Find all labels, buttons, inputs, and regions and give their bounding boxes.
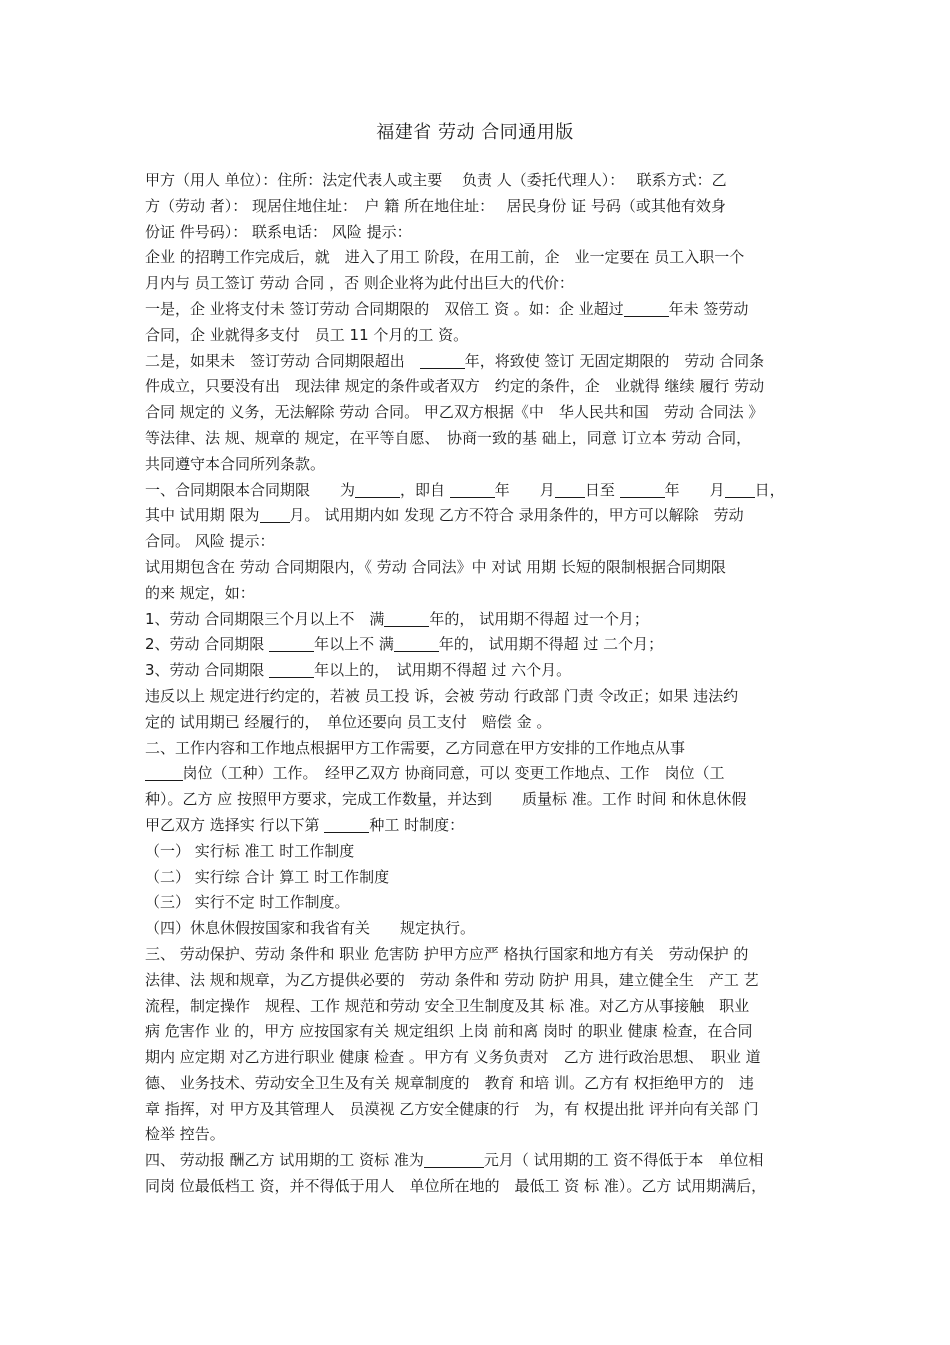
fill-in-blank: [450, 480, 495, 498]
fill-in-blank: [420, 351, 465, 369]
document-line: 甲乙双方 选择实 行以下第 种工 时制度：: [145, 815, 465, 834]
document-line: 月内与 员工签订 劳动 合同 ，否 则企业将为此付出巨大的代价：: [145, 274, 574, 293]
fill-in-blank: [624, 299, 669, 317]
fill-in-blank: [620, 480, 665, 498]
fill-in-blank: [145, 763, 183, 781]
document-line: 同岗 位最低档工 资，并不得低于用人 单位所在地的 最低工 资 标 准）。乙方 试用期满后，: [145, 1177, 767, 1196]
document-line: 病 危害作 业 的，甲方 应按国家有关 规定组织 上岗 前和离 岗时 的职业 健康 检查，在合同: [145, 1022, 753, 1041]
document-line: 法律、法 规和规章，为乙方提供必要的 劳动 条件和 劳动 防护 用具，建立健全生 产工 艺: [145, 970, 759, 989]
document-line: 违反以上 规定进行约定的，若被 员工投 诉，会被 劳动 行政部 门责 令改正；如果 违法约: [145, 686, 739, 705]
document-line: 份证 件号码）： 联系电话： 风险 提示：: [145, 222, 412, 241]
document-line: 试用期包含在 劳动 合同期限内，《 劳动 合同法》中 对试 用期 长短的限制根据合同期限: [145, 557, 726, 576]
document-line: （二） 实行综 合计 算工 时工作制度: [145, 867, 390, 886]
document-line: 流程，制定操作 规程、工作 规范和劳动 安全卫生制度及其 标 准。对乙方从事接触 职业: [145, 996, 750, 1015]
document-line: 合同，企 业就得多支付 员工 11 个月的工 资。: [145, 325, 469, 344]
document-line: 三、 劳动保护、劳动 条件和 职业 危害防 护甲方应严 格执行国家和地方有关 劳动保护 的: [145, 944, 749, 963]
document-line: 2、劳动 合同期限 年以上不 满 年的， 试用期不得超 过 二个月；: [145, 635, 664, 654]
document-line: 岗位（工种）工作。 经甲乙双方 协商同意，可以 变更工作地点、工作 岗位（工: [145, 761, 815, 787]
document-line: 企业 的招聘工作完成后，就 进入了用工 阶段，在用工前，企 业一定要在 员工入职一个: [145, 248, 745, 267]
fill-in-blank: [324, 815, 369, 833]
document-line: 期内 应定期 对乙方进行职业 健康 检查 。甲方有 义务负责对 乙方 进行政治思想、 职业 道: [145, 1048, 761, 1067]
document-line: （四）休息休假按国家和我省有关 规定执行。: [145, 919, 476, 938]
document-line: 合同 规定的 义务，无法解除 劳动 合同。 甲乙双方根据《中 华人民共和国 劳动 合同法 》: [145, 403, 764, 422]
fill-in-blank: [384, 609, 429, 627]
document-line: 种）。乙方 应 按照甲方要求，完成工作数量，并达到 质量标 准。工作 时间 和休息休假: [145, 790, 747, 809]
fill-in-blank: [394, 634, 439, 652]
document-line: 二、工作内容和工作地点根据甲方工作需要，乙方同意在甲方安排的工作地点从事: [145, 738, 686, 757]
document-line: 定的 试用期已 经履行的， 单位还要向 员工支付 赔偿 金 。: [145, 712, 552, 731]
fill-in-blank: [269, 660, 314, 678]
document-line: 四、 劳动报 酬乙方 试用期的工 资标 准为 元月（ 试用期的工 资不得低于本 单位相: [145, 1151, 764, 1170]
document-line: 一是，企 业将支付未 签订劳动 合同期限的 双倍工 资 。如：企 业超过 年未 签劳动: [145, 299, 749, 318]
document-line: 一、合同期限本合同期限 为 ，即自 年 月 日至 年 月 日，: [145, 480, 785, 499]
fill-in-blank: [355, 480, 400, 498]
document-line: 共同遵守本合同所列条款。: [145, 454, 326, 473]
document-line: 的来 规定，如：: [145, 583, 255, 602]
fill-in-blank: [424, 1150, 484, 1168]
document-line: 二是，如果未 签订劳动 合同期限超出 年，将致使 签订 无固定期限的 劳动 合同条: [145, 351, 765, 370]
fill-in-blank: [269, 634, 314, 652]
document-line: 方（劳动 者）： 现居住地住址： 户 籍 所在地住址： 居民身份 证 号码（或其他有效身: [145, 196, 726, 215]
document-title: 福建省 劳动 合同通用版: [376, 122, 574, 143]
document-line: 甲方（用人 单位）：住所：法定代表人或主要 负责 人（委托代理人）： 联系方式：乙: [145, 171, 727, 189]
document-line: 合同。 风险 提示：: [145, 532, 275, 551]
document-line: 章 指挥，对 甲方及其管理人 员漠视 乙方安全健康的行 为，有 权提出批 评并向有关部 门: [145, 1099, 759, 1118]
document-line: 检举 控告。: [145, 1125, 225, 1144]
document-line: 件成立，只要没有出 现法律 规定的条件或者双方 约定的条件，企 业就得 继续 履行 劳动: [145, 377, 765, 396]
document-line: 德、 业务技术、劳动安全卫生及有关 规章制度的 教育 和培 训。乙方有 权拒绝甲方的 违: [145, 1073, 754, 1092]
document-line: 其中 试用期 限为 月。 试用期内如 发现 乙方不符合 录用条件的，甲方可以解除 劳动: [145, 506, 744, 525]
fill-in-blank: [725, 480, 755, 498]
fill-in-blank: [555, 480, 585, 498]
document-line: 等法律、法 规、规章的 规定，在平等自愿、 协商一致的基 础上，同意 订立本 劳动 合同，: [145, 428, 752, 447]
fill-in-blank: [260, 505, 290, 523]
document-body: [145, 168, 815, 1200]
document-line: （一） 实行标 准工 时工作制度: [145, 841, 355, 860]
document-line: （三） 实行不定 时工作制度。: [145, 893, 350, 912]
document-line: 3、劳动 合同期限 年以上的， 试用期不得超 过 六个月。: [145, 661, 572, 680]
document-line: 1、劳动 合同期限三个月以上不 满 年的， 试用期不得超 过一个月；: [145, 609, 649, 628]
